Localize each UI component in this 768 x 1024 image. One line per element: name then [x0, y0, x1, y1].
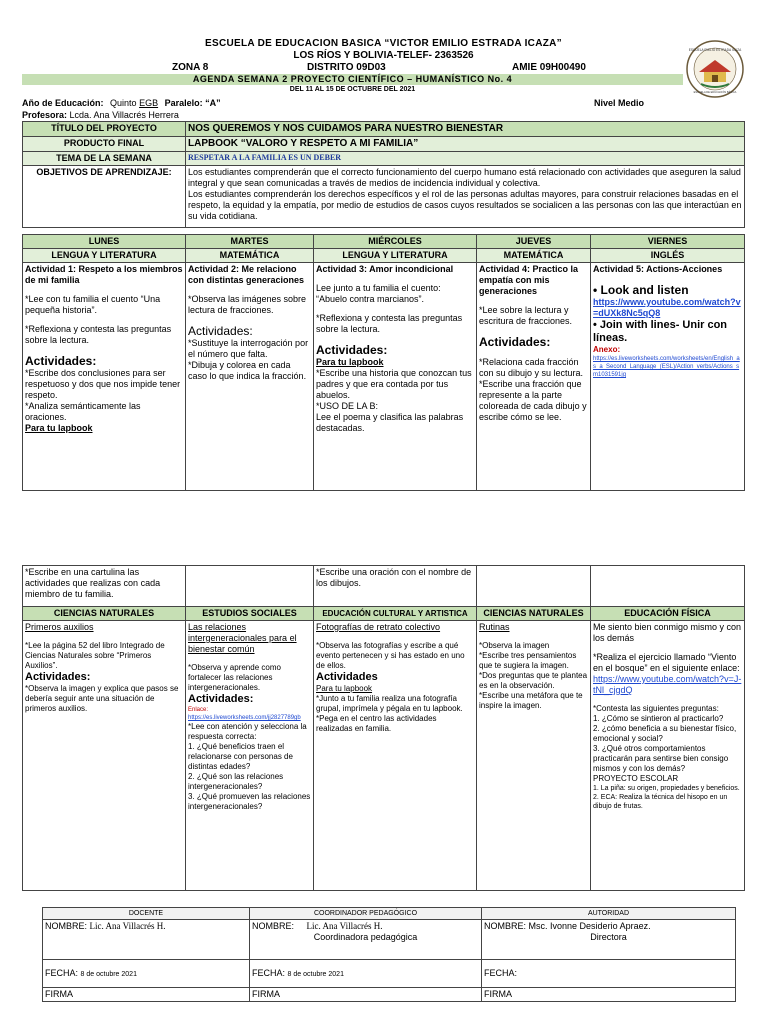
- coordinador-fecha: 8 de octubre 2021: [287, 971, 344, 978]
- objetivos-label: OBJETIVOS DE APRENDIZAJE:: [23, 166, 186, 228]
- youtube-link-actions[interactable]: https://www.youtube.com/watch?v=dUXk8Nc5qQ8: [593, 297, 741, 318]
- school-address: LOS RÍOS Y BOLIVIA-TELEF- 2363526: [293, 50, 474, 61]
- day-miercoles: MIÉRCOLES: [314, 235, 477, 249]
- objetivo-1: Los estudiantes comprenderán que el correcto funcionamiento del cuerpo humano está relacionado con actividades que aseguren la salud integral y que sean comunicadas a través de medios de incidencia individual y colectiva.: [188, 167, 741, 188]
- distrito: DISTRITO 09D03: [307, 62, 386, 73]
- agenda-dates: DEL 11 AL 15 DE OCTUBRE DEL 2021: [289, 86, 416, 93]
- subject2-2: ESTUDIOS SOCIALES: [186, 607, 314, 621]
- tema-value: RESPETAR A LA FAMILIA ES UN DEBER: [186, 152, 745, 166]
- subject-martes: MATEMÁTICA: [186, 249, 314, 263]
- objetivo-2: Los estudiantes comprenderán los derechos específicos y el rol de las personas adultas mayores, para construir relaciones basadas en el respeto, la equidad y la empatía, por medio de estudios de casos cuyos resultados se socialicen a las personas con las que interactúan en su vida cotidiana.: [188, 189, 742, 221]
- liveworksheets-link-social[interactable]: https://es.liveworksheets.com/jj2827789gb: [188, 715, 301, 721]
- school-logo: [685, 38, 745, 100]
- egb: EGB: [139, 98, 159, 108]
- ciencias2-cell: Rutinas *Observa la imagen *Escribe tres pensamientos que te sugiera la imagen. *Dos preguntas que te plantea es en la observación. *Escribe una metáfora que te inspire la imagen.: [477, 621, 591, 891]
- youtube-link-fisica[interactable]: https://www.youtube.com/watch?v=J-tNl_cjgdQ: [593, 674, 742, 695]
- liveworksheets-link-actions[interactable]: https://es.liveworksheets.com/worksheets/en/English_as_a_Second_Language_(ESL)/Action_verbs/Actions_sm1031591jg: [593, 356, 740, 378]
- subject-jueves: MATEMÁTICA: [477, 249, 591, 263]
- coordinador-cargo: Coordinadora pedagógica: [313, 932, 418, 942]
- paralelo-label: Paralelo:: [164, 98, 203, 108]
- monday-cell: Actividad 1: Respeto a los miembros de mi familia *Lee con tu familia el cuento “Una pequeña historia”. *Reflexiona y contesta las preguntas sobre la lectura. Actividades: *Escribe dos conclusiones para ser respetuoso y dos que nos impide tener respeto. *Analiza semánticamente las oraciones. Para tu lapbook: [23, 263, 186, 491]
- nivel: Nivel Medio: [594, 98, 645, 108]
- titulo-value: NOS QUEREMOS Y NOS CUIDAMOS PARA NUESTRO BIENESTAR: [186, 122, 745, 137]
- wednesday-cell: Actividad 3: Amor incondicional Lee junto a tu familia el cuento: “Abuelo contra marcianos”. *Reflexiona y contesta las preguntas sobre la lectura. Actividades: Para tu lapbook *Escribe una historia que conozcan tus padres y que era contada por tus abuelos. *USO DE LA B: Lee el poema y clasifica las palabras destacadas.: [314, 263, 477, 491]
- agenda-title: AGENDA SEMANA 2 PROYECTO CIENTÍFICO – HUMANÍSTICO No. 4: [22, 74, 683, 85]
- coordinador-header: COORDINADOR PEDAGÓGICO: [250, 908, 482, 920]
- signature-table: DOCENTE COORDINADOR PEDAGÓGICO AUTORIDAD NOMBRE: Lic. Ana Villacrés H. NOMBRE: Lic. Ana Villacrés H. Coordinadora pedagógica NOMBRE: Msc. Ivonne Desiderio Apraez. Directora FECHA: 8 de octubre 2021 FECHA: 8 de octubre 2021 FECHA: FIRMA FIRMA FIRMA: [42, 907, 736, 1002]
- day-lunes: LUNES: [23, 235, 186, 249]
- anio-value: Quinto: [110, 98, 137, 108]
- wednesday-continued: *Escribe una oración con el nombre de los dibujos.: [316, 567, 472, 588]
- day-jueves: JUEVES: [477, 235, 591, 249]
- docente-firma: FIRMA: [43, 988, 250, 1002]
- subject2-5: EDUCACIÓN FÍSICA: [591, 607, 745, 621]
- autoridad-header: AUTORIDAD: [482, 908, 736, 920]
- producto-label: PRODUCTO FINAL: [23, 137, 186, 152]
- tuesday-cell: Actividad 2: Me relaciono con distintas generaciones *Observa las imágenes sobre lectura de fracciones. Actividades: *Sustituye la interrogación por el número que falta. *Dibuja y colorea en cada caso lo que indica la fracción.: [186, 263, 314, 491]
- subject-lunes: LENGUA Y LITERATURA: [23, 249, 186, 263]
- subject2-4: CIENCIAS NATURALES: [477, 607, 591, 621]
- subject-miercoles: LENGUA Y LITERATURA: [314, 249, 477, 263]
- profesora-value: Lcda. Ana Villacrés Herrera: [69, 110, 179, 120]
- docente-fecha: 8 de octubre 2021: [80, 971, 137, 978]
- subject-viernes: INGLÉS: [591, 249, 745, 263]
- zona: ZONA 8: [172, 62, 209, 73]
- fisica-cell: Me siento bien conmigo mismo y con los demás *Realiza el ejercicio llamado “Viento en el bosque” en el siguiente enlace: https://www.youtube.com/watch?v=J-tNl_cjgdQ *Contesta las siguientes preguntas: 1. ¿Cómo se sintieron al practicarlo? 2. ¿cómo beneficia a su bienestar físico, emocional y social? 3. ¿Qué otros comportamientos practicarán para sentirse bien consigo mismos y con los demás? PROYECTO ESCOLAR 1. La piña: su origen, propiedades y beneficios. 2. ECA: Realiza la técnica del hisopo en un dibujo de frutas.: [591, 621, 745, 891]
- ciencias-cell: Primeros auxilios *Lee la página 52 del libro Integrado de Ciencias Naturales sobre “Primeros Auxilios”. Actividades: *Observa la imagen y explica que pasos se debería seguir ante una situación de primeros auxilios.: [23, 621, 186, 891]
- friday-cell: Actividad 5: Actions-Acciones • Look and listen https://www.youtube.com/watch?v=dUXk8Nc5qQ8 • Join with lines- Unir con líneas. Anexo: https://es.liveworksheets.com/worksheets/en/English_as_a_Second_Language_(ESL)/Action_verbs/Actions_sm1031591jg: [591, 263, 745, 491]
- autoridad-cargo: Directora: [590, 932, 627, 942]
- week-table-continued: [22, 565, 745, 891]
- day-viernes: VIERNES: [591, 235, 745, 249]
- anio-label: Año de Educación:: [22, 98, 104, 108]
- thursday-cell: Actividad 4: Practico la empatía con mis generaciones *Lee sobre la lectura y escritura de fracciones. Actividades: *Relaciona cada fracción con su dibujo y su lectura. *Escribe una fracción que represente a la parte coloreada de cada dibujo y escribe cómo se lee.: [477, 263, 591, 491]
- coordinador-nombre: Lic. Ana Villacrés H.: [306, 921, 383, 931]
- docente-header: DOCENTE: [43, 908, 250, 920]
- docente-nombre: Lic. Ana Villacrés H.: [89, 921, 166, 931]
- titulo-label: TÍTULO DEL PROYECTO: [23, 122, 186, 137]
- monday-continued: *Escribe en una cartulina las actividades que realizas con cada miembro de tu familia.: [25, 567, 161, 599]
- autoridad-fecha: FECHA:: [484, 968, 518, 978]
- autoridad-nombre: Msc. Ivonne Desiderio Apraez.: [528, 921, 651, 931]
- week-table: [22, 234, 745, 491]
- svg-text:ESCUELA DE EDUCACIÓN BÁSICA: ESCUELA DE EDUCACIÓN BÁSICA: [693, 91, 737, 94]
- school-header: [22, 38, 745, 98]
- tema-label: TEMA DE LA SEMANA: [23, 152, 186, 166]
- svg-text:ESCUELA EMILIO ESTRADA ICAZA: ESCUELA EMILIO ESTRADA ICAZA: [688, 48, 742, 52]
- project-info-table: [22, 121, 745, 228]
- coordinador-firma: FIRMA: [250, 988, 482, 1002]
- cultural-cell: Fotografías de retrato colectivo *Observa las fotografías y escribe a qué evento pertenecen y si has estado en uno de ellos. Actividades Para tu lapbook *Junto a tu familia realiza una fotografía grupal, imprímela y pégala en tu lapbook. *Pega en el centro las actividades realizadas en familia.: [314, 621, 477, 891]
- profesora-label: Profesora:: [22, 110, 68, 120]
- subject2-1: CIENCIAS NATURALES: [23, 607, 186, 621]
- subject2-3: EDUCACIÓN CULTURAL Y ARTISTICA: [314, 607, 477, 621]
- sociales-cell: Las relaciones intergeneracionales para el bienestar común *Observa y aprende como fortalecer las relaciones intergeneracionales. Actividades: Enlace: https://es.liveworksheets.com/jj2827789gb *Lee con atención y selecciona la respuesta correcta: 1. ¿Qué beneficios traen el relacionarse con personas de distintas edades? 2. ¿Qué son las relaciones intergeneracionales? 3. ¿Qué promueven las relaciones intergeneracionales?: [186, 621, 314, 891]
- autoridad-firma: FIRMA: [482, 988, 736, 1002]
- producto-value: LAPBOOK “VALORO Y RESPETO A MI FAMILIA”: [186, 137, 745, 152]
- day-martes: MARTES: [186, 235, 314, 249]
- amie: AMIE 09H00490: [512, 62, 586, 73]
- school-name: ESCUELA DE EDUCACION BASICA “VICTOR EMILIO ESTRADA ICAZA”: [205, 38, 562, 49]
- paralelo-value: “A”: [205, 98, 221, 108]
- page: [22, 38, 745, 1002]
